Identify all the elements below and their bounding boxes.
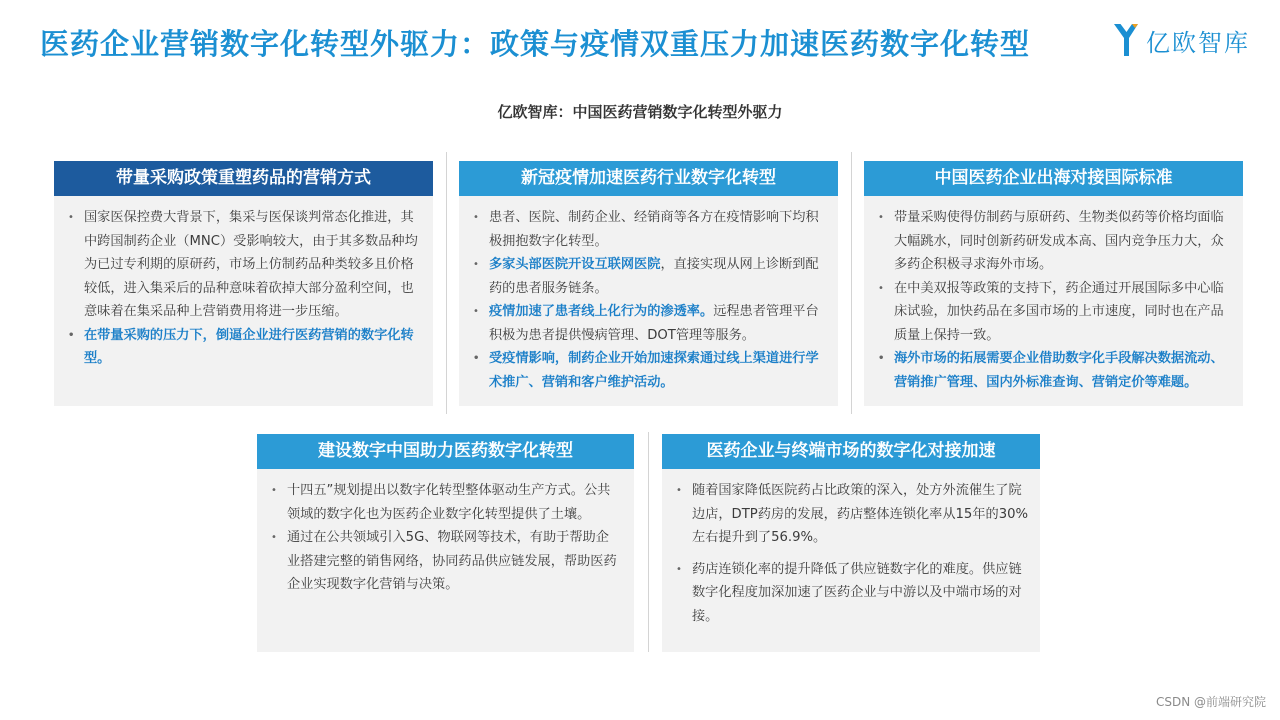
card-terminal-market [662, 434, 1040, 652]
bullet-item: • 药店连锁化率的提升降低了供应链数字化的难度。供应链数字化程度加深加速了医药企业与中游以及中端市场的对接。 [676, 558, 1028, 629]
bullet-rest-text: ，直接实现从网上诊断到配药的患者服务链条。 [489, 257, 819, 296]
card-digital-china [257, 434, 634, 652]
card-volume-procurement [54, 161, 433, 406]
card-title: 建设数字中国助力医药数字化转型 [257, 434, 634, 469]
column-divider [446, 152, 447, 414]
card-title: 医药企业与终端市场的数字化对接加速 [662, 434, 1040, 469]
column-divider [851, 152, 852, 414]
card-covid-acceleration [459, 161, 838, 406]
diagram-subtitle: 亿欧智库：中国医药营销数字化转型外驱力 [497, 103, 783, 121]
bullet-item: • 带量采购使得仿制药与原研药、生物类似药等价格均面临大幅跳水，同时创新药研发成本高、国内竞争压力大，众多药企积极寻求海外市场。 [878, 206, 1231, 277]
bullet-item: • 国家医保控费大背景下，集采与医保谈判常态化推进，其中跨国制药企业（MNC）受影响较大，由于其多数品种均为已过专利期的原研药，市场上仿制药品种类较多且价格较低，进入集采后的品种意味着砍掉大部分盈利空间，也意味着在集采品种上营销费用将进一步压缩。 [68, 206, 421, 324]
card-title: 带量采购政策重塑药品的营销方式 [54, 161, 433, 196]
card-title: 新冠疫情加速医药行业数字化转型 [459, 161, 838, 196]
page-title: 医药企业营销数字化转型外驱力：政策与疫情双重压力加速医药数字化转型 [40, 27, 1031, 61]
bullet-item: • 十四五”规划提出以数字化转型整体驱动生产方式。公共领域的数字化也为医药企业数字化转型提供了土壤。 [271, 479, 622, 526]
bullet-item: • 在中美双报等政策的支持下，药企通过开展国际多中心临床试验，加快药品在多国市场的上市速度，同时也在产品质量上保持一致。 [878, 277, 1231, 348]
bullet-rest-text: 远程患者管理平台积极为患者提供慢病管理、DOT管理等服务。 [489, 304, 819, 343]
column-divider [648, 432, 649, 652]
bullet-item: • 通过在公共领域引入5G、物联网等技术，有助于帮助企业搭建完整的销售网络，协同药品供应链发展，帮助医药企业实现数字化营销与决策。 [271, 526, 622, 597]
bullet-item-highlight: • 受疫情影响，制药企业开始加速探索通过线上渠道进行学术推广、营销和客户维护活动。 [473, 347, 826, 394]
footer-credit: CSDN @前端研究院 [1155, 695, 1266, 709]
bullet-item-highlight: • 海外市场的拓展需要企业借助数字化手段解决数据流动、营销推广管理、国内外标准查询、营销定价等难题。 [878, 347, 1231, 394]
bullet-highlight-text: 疫情加速了患者线上化行为的渗透率。 [489, 304, 714, 319]
logo-mark-icon [1112, 22, 1140, 58]
bullet-item [473, 300, 826, 347]
bullet-item: • 患者、医院、制药企业、经销商等各方在疫情影响下均积极拥抱数字化转型。 [473, 206, 826, 253]
bullet-highlight-text: 多家头部医院开设互联网医院 [489, 257, 661, 272]
brand-logo [1112, 20, 1250, 60]
card-going-overseas [864, 161, 1243, 406]
bullet-item-highlight: • 在带量采购的压力下，倒逼企业进行医药营销的数字化转型。 [68, 324, 421, 371]
card-title: 中国医药企业出海对接国际标准 [864, 161, 1243, 196]
bullet-item: • 随着国家降低医院药占比政策的深入，处方外流催生了院边店，DTP药房的发展，药店整体连锁化率从15年的30%左右提升到了56.9%。 [676, 479, 1028, 550]
bullet-item [473, 253, 826, 300]
logo-text: 亿欧智库 [1146, 28, 1250, 57]
